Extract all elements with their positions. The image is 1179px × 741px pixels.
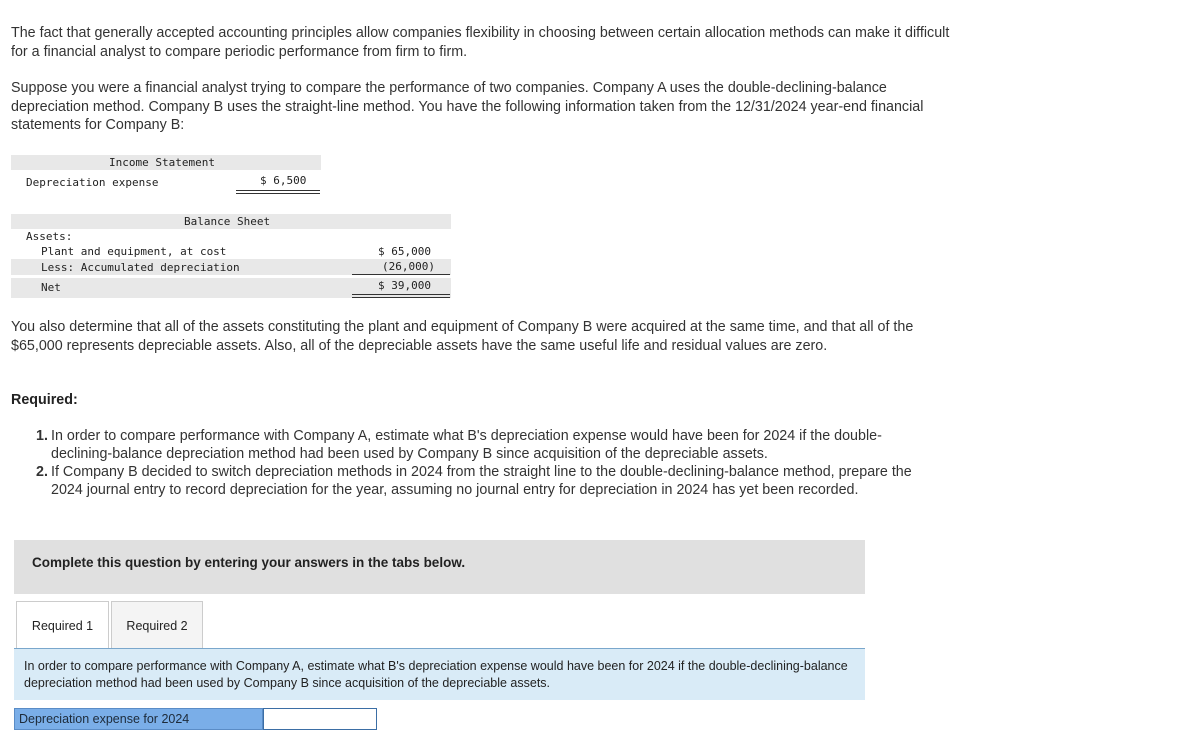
required-item-2-text: If Company B decided to switch depreciation methods in 2024 from the straight line to the double-declining-balance method, prepare the 2024 journal entry to record depreciation for the year, assuming no journal entry for depreciation in 2024 has yet been recorded. <box>51 464 912 498</box>
accumulated-depreciation-label: Less: Accumulated depreciation <box>41 261 240 274</box>
required-item-2 <box>32 463 932 499</box>
depreciation-expense-value: $ 6,500 <box>260 174 307 187</box>
intro-paragraph-2: Suppose you were a financial analyst trying to compare the performance of two companies. Company A uses the double-declining-balance depreciation method. Company B uses the straight-line method. You have the following information taken from the 12/31/2024 year-end financial statements for Company B: <box>11 80 924 133</box>
instructions-banner <box>14 540 865 594</box>
net-value: $ 39,000 <box>378 279 431 292</box>
required-item-2-number: 2. <box>36 464 48 480</box>
depreciation-expense-answer-label: Depreciation expense for 2024 <box>14 708 263 730</box>
required-item-1-number: 1. <box>36 428 48 444</box>
accumulated-depreciation-value: (26,000) <box>382 260 435 273</box>
required-item-1 <box>32 427 932 463</box>
instructions-banner-text: Complete this question by entering your answers in the tabs below. <box>32 555 466 570</box>
balance-sheet-header: Balance Sheet <box>184 215 271 228</box>
income-statement-header: Income Statement <box>109 156 215 169</box>
required-heading: Required: <box>11 392 78 408</box>
depreciation-expense-input[interactable] <box>263 708 377 730</box>
plant-equipment-label: Plant and equipment, at cost <box>41 245 227 258</box>
net-double-rule-bottom <box>352 297 450 298</box>
depreciation-expense-label: Depreciation expense <box>26 176 159 189</box>
assets-label: Assets: <box>26 230 73 243</box>
double-rule-bottom <box>236 193 320 194</box>
subtotal-rule <box>352 274 450 275</box>
double-rule-top <box>236 190 320 191</box>
tab-required-1[interactable]: Required 1 <box>16 601 109 648</box>
net-label: Net <box>41 281 61 294</box>
intro-paragraph-1: The fact that generally accepted accounting principles allow companies flexibility in choosing between certain allocation methods can make it difficult for a financial analyst to compare periodic performance from firm to firm. <box>11 25 950 60</box>
required-item-1-text: In order to compare performance with Company A, estimate what B's depreciation expense would have been for 2024 if the double-declining-balance depreciation method had been used by Company B since acquisition of the depreciable assets. <box>51 428 882 462</box>
plant-equipment-value: $ 65,000 <box>378 245 431 258</box>
required-list <box>32 427 932 499</box>
tab-required-2[interactable]: Required 2 <box>111 601 203 648</box>
tab-instruction: In order to compare performance with Company A, estimate what B's depreciation expense would have been for 2024 if the double-declining-balance depreciation method had been used by Company B since acquisition of the depreciable assets. <box>14 649 865 700</box>
assets-paragraph: You also determine that all of the assets constituting the plant and equipment of Company B were acquired at the same time, and that all of the $65,000 represents depreciable assets. Also, all of the depreciable assets have the same useful life and residual values are zero. <box>11 319 914 354</box>
net-double-rule-top <box>352 294 450 295</box>
